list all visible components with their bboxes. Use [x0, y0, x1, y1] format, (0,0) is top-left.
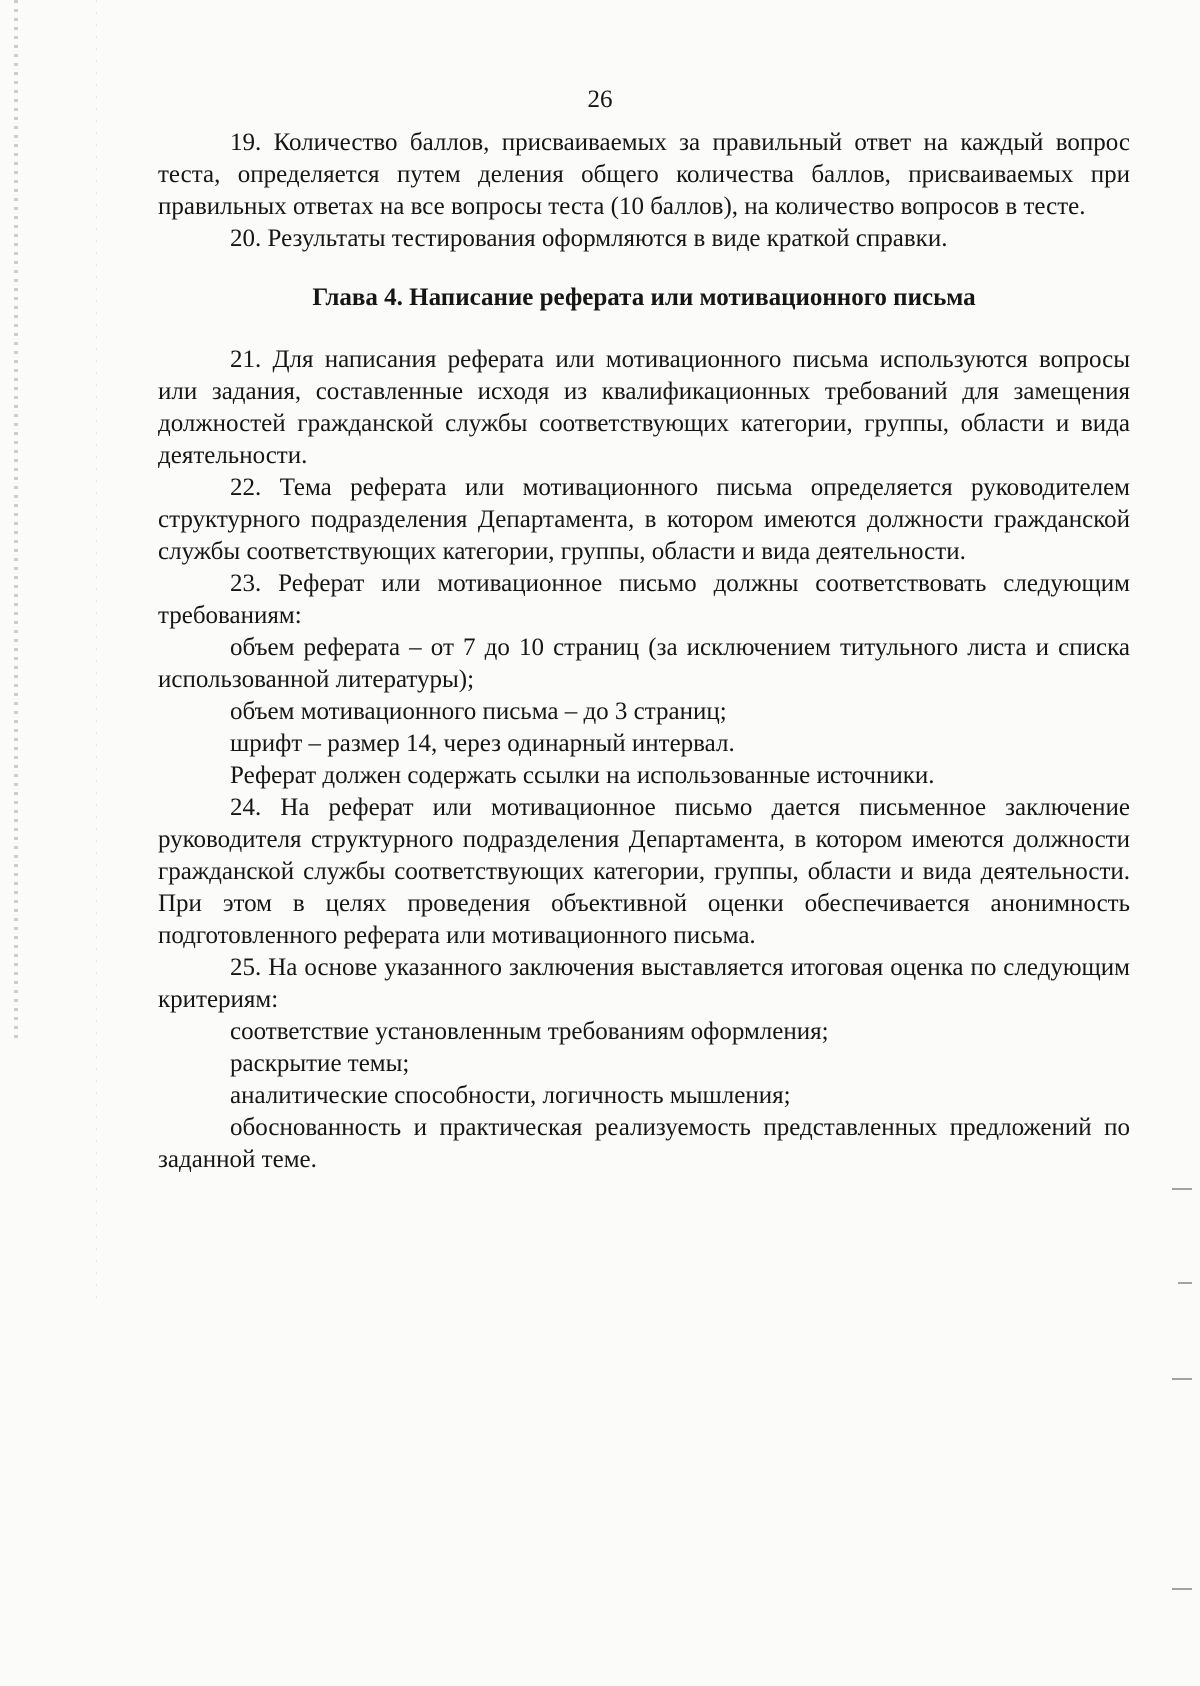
- scan-edge-artifact: [14, 0, 18, 1040]
- page-number: 26: [587, 86, 613, 113]
- criterion-item: раскрытие темы;: [230, 1050, 410, 1077]
- criterion-item: аналитические способности, логичность мышления;: [230, 1082, 791, 1109]
- paragraph-25: 25. На основе указанного заключения выставляется итоговая оценка по следующим критериям:: [158, 954, 1130, 1013]
- scan-edge-artifact: [1172, 1188, 1192, 1190]
- paragraph-22: 22. Тема реферата или мотивационного письма определяется руководителем структурного подразделения Департамента, в котором имеются должности гражданской службы соответствующих категории, группы, области и вида деятельности.: [158, 474, 1130, 565]
- requirement-item: объем реферата – от 7 до 10 страниц (за исключением титульного листа и списка использованной литературы);: [158, 634, 1130, 693]
- chapter-heading: Глава 4. Написание реферата или мотивационного письма: [312, 284, 976, 311]
- requirement-item: шрифт – размер 14, через одинарный интервал.: [230, 730, 735, 757]
- scan-edge-artifact: [96, 0, 97, 1300]
- scan-edge-artifact: [1172, 1378, 1192, 1380]
- paragraph-24: 24. На реферат или мотивационное письмо дается письменное заключение руководителя структурного подразделения Департамента, в котором имеются должности гражданской службы соответствующих категории, группы, области и вида деятельности. При этом в целях проведения объективной оценки обеспечивается анонимность подготовленного реферата или мотивационного письма.: [158, 794, 1130, 949]
- paragraph-19: 19. Количество баллов, присваиваемых за правильный ответ на каждый вопрос теста, определяется путем деления общего количества баллов, присваиваемых при правильных ответах на все вопросы теста (10 баллов), на количество вопросов в тесте.: [158, 129, 1130, 220]
- scan-edge-artifact: [1172, 1588, 1192, 1590]
- requirement-item: объем мотивационного письма – до 3 страниц;: [230, 698, 727, 725]
- criterion-item: соответствие установленным требованиям оформления;: [230, 1018, 829, 1045]
- paragraph-23: 23. Реферат или мотивационное письмо должны соответствовать следующим требованиям:: [158, 570, 1130, 629]
- scan-edge-artifact: [1178, 1282, 1192, 1284]
- requirement-note: Реферат должен содержать ссылки на использованные источники.: [230, 762, 935, 789]
- document-body: [158, 127, 1130, 1176]
- paragraph-21: 21. Для написания реферата или мотивационного письма используются вопросы или задания, составленные исходя из квалификационных требований для замещения должностей гражданской службы соответствующих категории, группы, области и вида деятельности.: [158, 346, 1130, 469]
- criterion-item: обоснованность и практическая реализуемость представленных предложений по заданной теме.: [158, 1114, 1130, 1173]
- paragraph-20: 20. Результаты тестирования оформляются в виде краткой справки.: [230, 225, 948, 252]
